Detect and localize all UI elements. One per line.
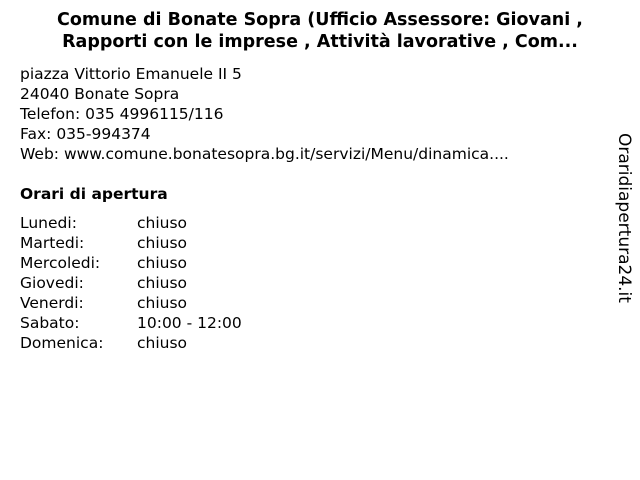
address-block [20, 64, 509, 164]
day-hours: chiuso [137, 234, 188, 252]
day-hours: 10:00 - 12:00 [137, 314, 242, 332]
day-hours: chiuso [137, 334, 188, 352]
hours-row-saturday [20, 313, 242, 333]
day-hours: chiuso [137, 214, 188, 232]
hours-row-friday [20, 293, 242, 313]
day-label: Domenica: [20, 334, 104, 352]
page-title [0, 9, 640, 53]
opening-hours-heading: Orari di apertura [20, 185, 168, 203]
hours-row-wednesday [20, 253, 242, 273]
city-address: 24040 Bonate Sopra [20, 85, 180, 103]
website-link[interactable]: Web: www.comune.bonatesopra.bg.it/servizi/Menu/dinamica.... [20, 145, 509, 163]
day-label: Mercoledi: [20, 254, 101, 272]
hours-row-thursday [20, 273, 242, 293]
day-label: Sabato: [20, 314, 80, 332]
street-address: piazza Vittorio Emanuele II 5 [20, 65, 242, 83]
day-hours: chiuso [137, 254, 188, 272]
phone-number: Telefon: 035 4996115/116 [20, 105, 224, 123]
hours-row-tuesday [20, 233, 242, 253]
day-label: Giovedi: [20, 274, 84, 292]
day-hours: chiuso [137, 294, 188, 312]
hours-row-sunday [20, 333, 242, 353]
fax-number: Fax: 035-994374 [20, 125, 151, 143]
title-line-1: Comune di Bonate Sopra (Ufficio Assessore: Giovani , [57, 10, 583, 30]
day-label: Venerdi: [20, 294, 84, 312]
site-watermark: Oraridiapertura24.it [614, 133, 634, 303]
hours-row-monday [20, 213, 242, 233]
day-label: Martedi: [20, 234, 85, 252]
title-line-2: Rapporti con le imprese , Attività lavorative , Com... [62, 32, 578, 52]
day-hours: chiuso [137, 274, 188, 292]
day-label: Lunedi: [20, 214, 77, 232]
opening-hours-table [20, 213, 242, 353]
